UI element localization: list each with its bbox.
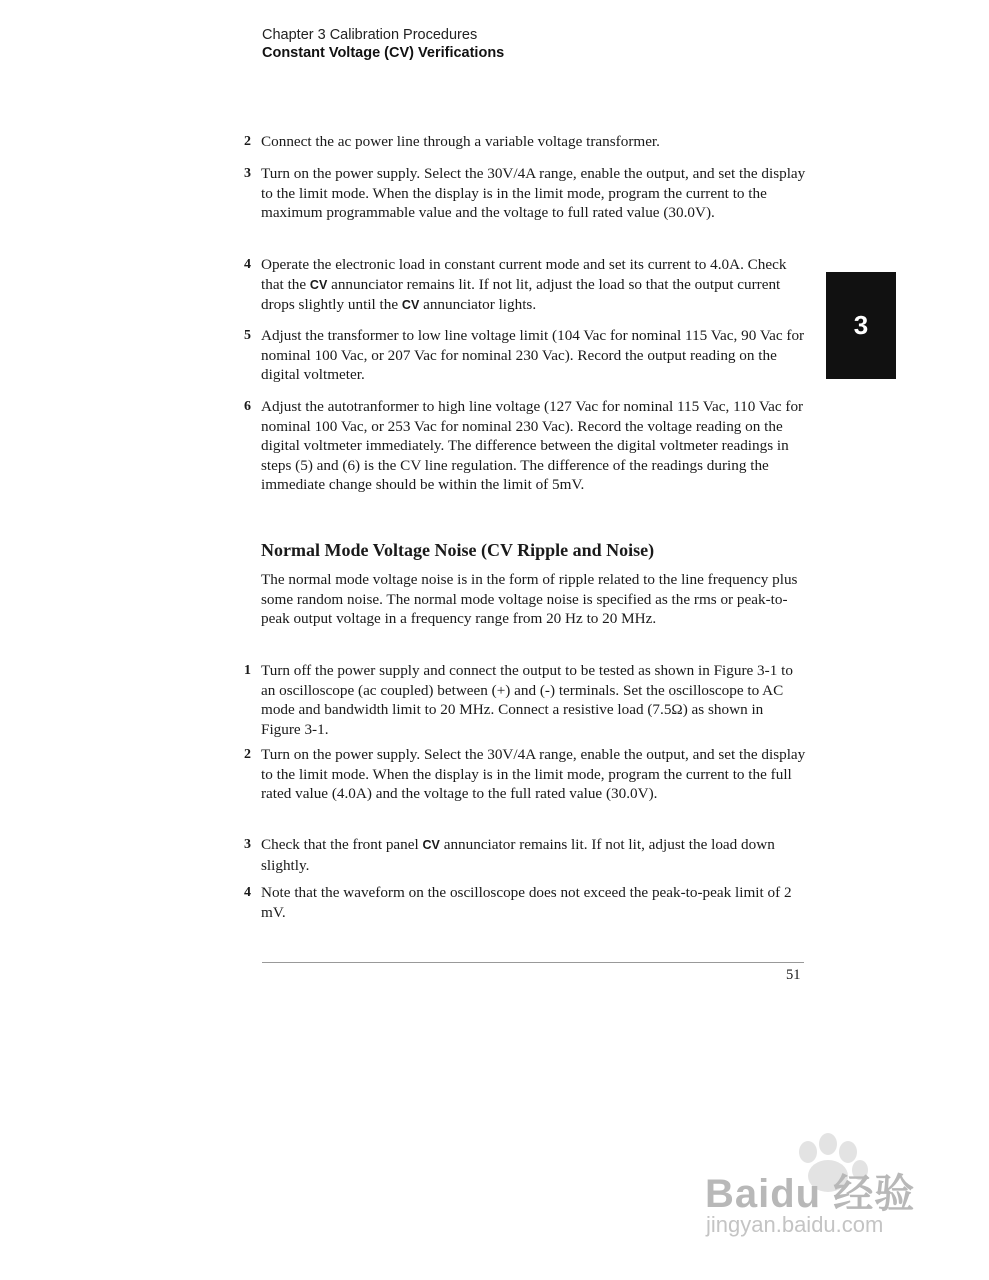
step-item: 4 Operate the electronic load in constant current mode and set its current to 4.0A. Check that the CV annunciator remains lit. If not lit, adjust the load so that the output current drops slightly until the CV annunciator lights. [244,256,787,313]
chapter-title: Chapter 3 Calibration Procedures [262,27,478,43]
cv-annunciator-label: CV [422,838,440,852]
cv-annunciator-label: CV [309,277,328,292]
watermark-brand: Baidu 经验 [705,1172,916,1216]
watermark-url: jingyan.baidu.com [706,1212,884,1237]
subsection-heading: Normal Mode Voltage Noise (CV Ripple and Noise) [261,540,655,560]
step-item: 3 Check that the front panel CV annunciator remains lit. If not lit, adjust the load down slightly. [244,836,775,874]
footer-divider [262,962,804,963]
intro-paragraph: The normal mode voltage noise is in the form of ripple related to the line frequency plus some random noise. The normal mode voltage noise is specified as the rms or peak-to-peak output voltage in a frequency range from 20 Hz to 20 MHz. [261,571,798,627]
step-item: 1 Turn off the power supply and connect the output to be tested as shown in Figure 3-1 to an oscilloscope (ac coupled) between (+) and (-) terminals. Set the oscilloscope to AC mode and bandwidth limit to 20 MHz. Connect a resistive load (7.5Ω) as shown in Figure 3-1. [244,662,793,738]
step-item: 6 Adjust the autotranformer to high line voltage (127 Vac for nominal 115 Vac, 110 Vac for nominal 100 Vac, or 253 Vac for nominal 230 Vac). Record the voltage reading on the digital voltmeter immediately. The difference between the digital voltmeter readings in steps (5) and (6) is the CV line regulation. The difference of the readings during the immediate change should be within the limit of 5mV. [244,398,804,493]
page-number: 51 [786,967,801,983]
step-item: 4 Note that the waveform on the oscilloscope does not exceed the peak-to-peak limit of 2 mV. [244,884,792,921]
step-item: 2 Turn on the power supply. Select the 30V/4A range, enable the output, and set the display to the limit mode. When the display is in the limit mode, program the current to the full rated value (4.0A) and the voltage to the full rated value (30.0V). [244,746,806,802]
step-item: 2 Connect the ac power line through a variable voltage transformer. [244,133,660,150]
cv-annunciator-label: CV [401,298,420,312]
running-header [262,26,504,62]
step-item: 3 Turn on the power supply. Select the 30V/4A range, enable the output, and set the display to the limit mode. When the display is in the limit mode, program the current to the maximum programmable value and the voltage to full rated value (30.0V). [244,165,806,221]
step-item: 5 Adjust the transformer to low line voltage limit (104 Vac for nominal 115 Vac, 90 Vac for nominal 100 Vac, or 207 Vac for nominal 230 Vac). Record the output reading on the digital voltmeter. [244,327,805,383]
section-title: Constant Voltage (CV) Verifications [262,45,505,61]
chapter-tab: 3 [826,272,896,379]
